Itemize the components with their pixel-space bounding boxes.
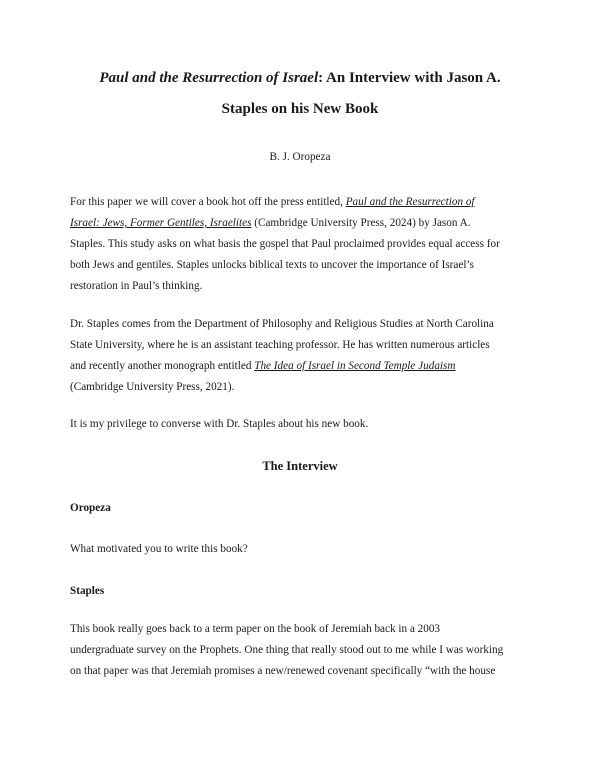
book-title-link[interactable]: Paul and the Resurrection of	[345, 196, 475, 208]
text-run: restoration in Paul’s thinking.	[70, 280, 203, 292]
text-line	[70, 213, 542, 234]
text-run: It is my privilege to converse with Dr. Staples about his new book.	[70, 418, 369, 430]
text-line	[70, 192, 542, 213]
text-run: both Jews and gentiles. Staples unlocks biblical texts to uncover the importance of Israel’s	[70, 259, 474, 271]
document-title	[60, 63, 540, 125]
text-line	[70, 356, 542, 377]
book-title-italic: Paul and the Resurrection of Israel	[99, 70, 319, 86]
text-run: and recently another monograph entitled	[70, 360, 255, 372]
text-line	[70, 661, 542, 682]
intro-paragraph	[70, 192, 542, 297]
speaker-label-oropeza: Oropeza	[70, 502, 111, 514]
text-run: This book really goes back to a term paper on the book of Jeremiah back in a 2003	[70, 623, 441, 635]
text-line	[70, 640, 542, 661]
speaker-label-staples: Staples	[70, 585, 105, 597]
book-title-link[interactable]: The Idea of Israel in Second Temple Judaism	[254, 360, 456, 372]
text-run: For this paper we will cover a book hot off the press entitled,	[70, 196, 346, 208]
text-line	[70, 335, 542, 356]
text-line	[70, 619, 542, 640]
title-line-2: Staples on his New Book	[221, 101, 379, 117]
text-line	[70, 255, 542, 276]
text-line	[70, 234, 542, 255]
answer-paragraph	[70, 619, 542, 682]
text-line	[70, 414, 542, 435]
privilege-paragraph	[70, 414, 542, 435]
text-line	[70, 377, 542, 398]
book-title-link[interactable]: Israel: Jews, Former Gentiles, Israelites	[70, 217, 252, 229]
text-run: (Cambridge University Press, 2021).	[70, 381, 235, 393]
author-bio-paragraph	[70, 314, 542, 398]
title-line-1	[60, 63, 540, 94]
text-line	[70, 276, 542, 297]
text-run: Dr. Staples comes from the Department of Philosophy and Religious Studies at North Carolina	[70, 318, 494, 330]
text-run: Staples. This study asks on what basis the gospel that Paul proclaimed provides equal access for	[70, 238, 500, 250]
text-run: (Cambridge University Press, 2024) by Jason A.	[251, 217, 471, 229]
text-run: State University, where he is an assistant teaching professor. He has written numerous articles	[70, 339, 490, 351]
author-byline: B. J. Oropeza	[269, 151, 331, 163]
title-line-1-rest: : An Interview with Jason A.	[318, 70, 501, 86]
question-text: What motivated you to write this book?	[70, 543, 248, 555]
text-run: undergraduate survey on the Prophets. One thing that really stood out to me while I was working	[70, 644, 504, 656]
text-line	[70, 314, 542, 335]
text-run: on that paper was that Jeremiah promises a new/renewed covenant specifically “with the house	[70, 665, 496, 677]
interview-heading: The Interview	[262, 459, 338, 473]
